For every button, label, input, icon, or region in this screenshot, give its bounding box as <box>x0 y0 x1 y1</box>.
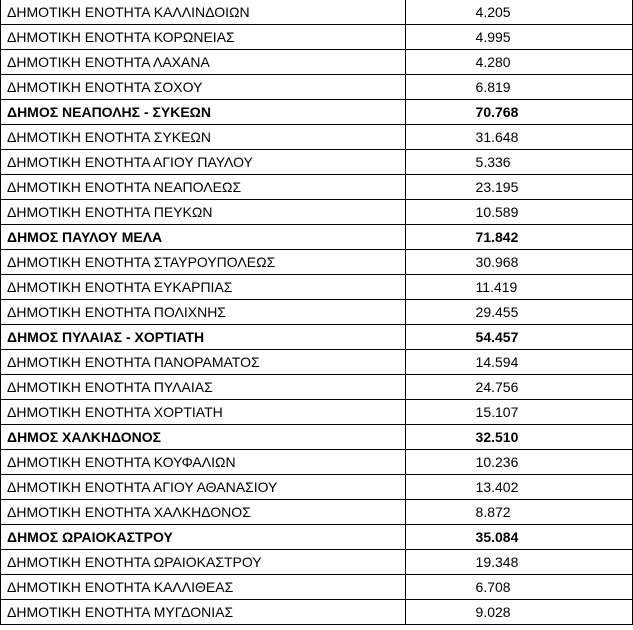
unit-name-cell: ΔΗΜΟΤΙΚΗ ΕΝΟΤΗΤΑ ΠΑΝΟΡΑΜΑΤΟΣ <box>1 350 406 375</box>
table-row <box>1 575 633 600</box>
unit-name-cell: ΔΗΜΟΣ ΠΑΥΛΟΥ ΜΕΛΑ <box>1 225 406 250</box>
population-value-cell: 5.336 <box>405 150 632 175</box>
table-row <box>1 250 633 275</box>
table-row <box>1 500 633 525</box>
municipality-total-row <box>1 525 633 550</box>
table-row <box>1 275 633 300</box>
population-value-cell: 4.205 <box>405 0 632 25</box>
table-row <box>1 350 633 375</box>
table-row <box>1 375 633 400</box>
population-value-cell: 8.872 <box>405 500 632 525</box>
unit-name-cell: ΔΗΜΟΤΙΚΗ ΕΝΟΤΗΤΑ ΠΟΛΙΧΝΗΣ <box>1 300 406 325</box>
table-row <box>1 300 633 325</box>
table-row <box>1 450 633 475</box>
unit-name-cell: ΔΗΜΟΤΙΚΗ ΕΝΟΤΗΤΑ ΩΡΑΙΟΚΑΣΤΡΟΥ <box>1 550 406 575</box>
unit-name-cell: ΔΗΜΟΤΙΚΗ ΕΝΟΤΗΤΑ ΚΟΡΩΝΕΙΑΣ <box>1 25 406 50</box>
population-value-cell: 71.842 <box>405 225 632 250</box>
unit-name-cell: ΔΗΜΟΤΙΚΗ ΕΝΟΤΗΤΑ ΚΑΛΛΙΝΔΟΙΩΝ <box>1 0 406 25</box>
population-value-cell: 9.028 <box>405 600 632 625</box>
population-value-cell: 10.589 <box>405 200 632 225</box>
table-row <box>1 75 633 100</box>
table-row <box>1 600 633 625</box>
population-value-cell: 70.768 <box>405 100 632 125</box>
unit-name-cell: ΔΗΜΟΤΙΚΗ ΕΝΟΤΗΤΑ ΛΑΧΑΝΑ <box>1 50 406 75</box>
population-value-cell: 30.968 <box>405 250 632 275</box>
population-value-cell: 19.348 <box>405 550 632 575</box>
unit-name-cell: ΔΗΜΟΤΙΚΗ ΕΝΟΤΗΤΑ ΜΥΓΔΟΝΙΑΣ <box>1 600 406 625</box>
table-row <box>1 0 633 25</box>
table-row <box>1 50 633 75</box>
population-value-cell: 23.195 <box>405 175 632 200</box>
table-row <box>1 400 633 425</box>
unit-name-cell: ΔΗΜΟΤΙΚΗ ΕΝΟΤΗΤΑ ΑΓΙΟΥ ΑΘΑΝΑΣΙΟΥ <box>1 475 406 500</box>
unit-name-cell: ΔΗΜΟΤΙΚΗ ΕΝΟΤΗΤΑ ΠΥΛΑΙΑΣ <box>1 375 406 400</box>
population-value-cell: 4.280 <box>405 50 632 75</box>
table-row <box>1 125 633 150</box>
population-value-cell: 10.236 <box>405 450 632 475</box>
unit-name-cell: ΔΗΜΟΤΙΚΗ ΕΝΟΤΗΤΑ ΑΓΙΟΥ ΠΑΥΛΟΥ <box>1 150 406 175</box>
table-row <box>1 550 633 575</box>
population-value-cell: 54.457 <box>405 325 632 350</box>
population-value-cell: 15.107 <box>405 400 632 425</box>
unit-name-cell: ΔΗΜΟΣ ΧΑΛΚΗΔΟΝΟΣ <box>1 425 406 450</box>
unit-name-cell: ΔΗΜΟΤΙΚΗ ΕΝΟΤΗΤΑ ΣΟΧΟΥ <box>1 75 406 100</box>
table-row <box>1 25 633 50</box>
unit-name-cell: ΔΗΜΟΤΙΚΗ ΕΝΟΤΗΤΑ ΧΟΡΤΙΑΤΗ <box>1 400 406 425</box>
unit-name-cell: ΔΗΜΟΣ ΠΥΛΑΙΑΣ - ΧΟΡΤΙΑΤΗ <box>1 325 406 350</box>
population-value-cell: 6.819 <box>405 75 632 100</box>
municipality-total-row <box>1 100 633 125</box>
table-row <box>1 175 633 200</box>
population-value-cell: 24.756 <box>405 375 632 400</box>
table-row <box>1 150 633 175</box>
municipality-total-row <box>1 225 633 250</box>
unit-name-cell: ΔΗΜΟΣ ΩΡΑΙΟΚΑΣΤΡΟΥ <box>1 525 406 550</box>
unit-name-cell: ΔΗΜΟΣ ΝΕΑΠΟΛΗΣ - ΣΥΚΕΩΝ <box>1 100 406 125</box>
population-value-cell: 4.995 <box>405 25 632 50</box>
population-value-cell: 29.455 <box>405 300 632 325</box>
unit-name-cell: ΔΗΜΟΤΙΚΗ ΕΝΟΤΗΤΑ ΣΥΚΕΩΝ <box>1 125 406 150</box>
population-value-cell: 13.402 <box>405 475 632 500</box>
unit-name-cell: ΔΗΜΟΤΙΚΗ ΕΝΟΤΗΤΑ ΠΕΥΚΩΝ <box>1 200 406 225</box>
unit-name-cell: ΔΗΜΟΤΙΚΗ ΕΝΟΤΗΤΑ ΣΤΑΥΡΟΥΠΟΛΕΩΣ <box>1 250 406 275</box>
table-body <box>1 0 633 625</box>
table-row <box>1 200 633 225</box>
population-value-cell: 31.648 <box>405 125 632 150</box>
population-value-cell: 35.084 <box>405 525 632 550</box>
unit-name-cell: ΔΗΜΟΤΙΚΗ ΕΝΟΤΗΤΑ ΚΟΥΦΑΛΙΩΝ <box>1 450 406 475</box>
unit-name-cell: ΔΗΜΟΤΙΚΗ ΕΝΟΤΗΤΑ ΧΑΛΚΗΔΟΝΟΣ <box>1 500 406 525</box>
population-value-cell: 11.419 <box>405 275 632 300</box>
table-row <box>1 475 633 500</box>
unit-name-cell: ΔΗΜΟΤΙΚΗ ΕΝΟΤΗΤΑ ΝΕΑΠΟΛΕΩΣ <box>1 175 406 200</box>
unit-name-cell: ΔΗΜΟΤΙΚΗ ΕΝΟΤΗΤΑ ΕΥΚΑΡΠΙΑΣ <box>1 275 406 300</box>
unit-name-cell: ΔΗΜΟΤΙΚΗ ΕΝΟΤΗΤΑ ΚΑΛΛΙΘΕΑΣ <box>1 575 406 600</box>
municipality-total-row <box>1 425 633 450</box>
municipality-total-row <box>1 325 633 350</box>
population-value-cell: 6.708 <box>405 575 632 600</box>
population-value-cell: 32.510 <box>405 425 632 450</box>
population-value-cell: 14.594 <box>405 350 632 375</box>
